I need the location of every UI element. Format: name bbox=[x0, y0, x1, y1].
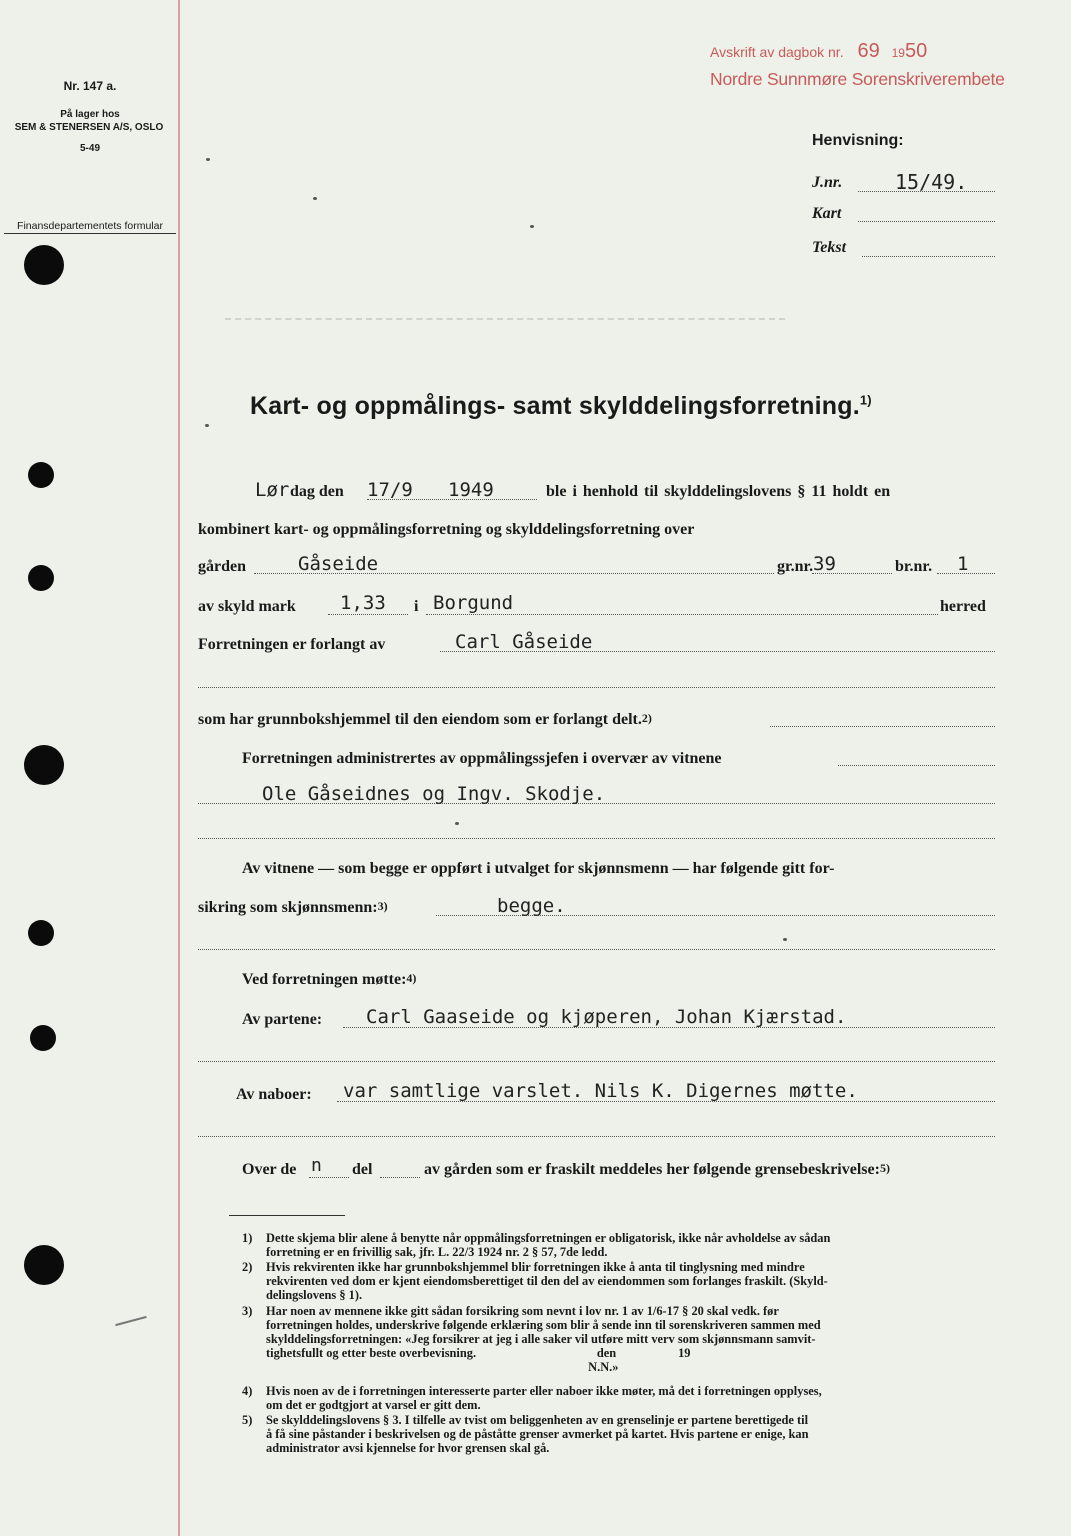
date-value: 17/9 bbox=[367, 479, 413, 501]
brnr-label: br.nr. bbox=[895, 558, 933, 575]
naboer-label: Av naboer: bbox=[236, 1086, 312, 1103]
ink-speck bbox=[206, 158, 210, 161]
over-sentence: av gården som er fraskilt meddeles her følgende grensebeskrivelse: bbox=[424, 1161, 880, 1178]
skyld-label: av skyld mark bbox=[198, 598, 296, 615]
tekst-label: Tekst bbox=[812, 239, 847, 256]
motte-text: Ved forretningen møtte: bbox=[242, 971, 407, 988]
stamp-line1 bbox=[710, 40, 927, 63]
footnote-number: 5) bbox=[242, 1413, 253, 1427]
ink-speck bbox=[313, 197, 317, 200]
brnr-value: 1 bbox=[957, 553, 969, 575]
ink-speck bbox=[530, 225, 534, 228]
punch-hole bbox=[24, 1245, 64, 1285]
forsikring-value: begge. bbox=[497, 895, 566, 917]
department: Finansdepartementets formular bbox=[4, 220, 176, 234]
punch-hole bbox=[24, 745, 64, 785]
stamp-prefix: Avskrift av dagbok nr. bbox=[710, 44, 844, 60]
blank-line2 bbox=[198, 838, 995, 839]
vitnene-sentence: sikring som skjønnsmenn: bbox=[198, 899, 378, 916]
stock-line: På lager hos bbox=[60, 109, 120, 120]
footnote-line: delingslovens § 1). bbox=[266, 1288, 363, 1302]
kart-label: Kart bbox=[812, 205, 842, 222]
footnote-3 bbox=[242, 1304, 1002, 1374]
title-text: Kart- og oppmålings- samt skylddelingsforretning. bbox=[250, 392, 860, 420]
admin-line bbox=[838, 765, 995, 766]
over-line2 bbox=[380, 1177, 420, 1178]
jnr-value: 15/49. bbox=[895, 170, 968, 194]
punch-hole bbox=[28, 920, 54, 946]
footnote-line: Hvis rekvirenten ikke har grunnbokshjemmel blir forretningen ikke å anta til tinglysning med mindre bbox=[266, 1260, 805, 1274]
herred-line bbox=[426, 614, 938, 615]
partene-value: Carl Gaaseide og kjøperen, Johan Kjærstad. bbox=[366, 1006, 847, 1028]
footnote-line: N.N.» bbox=[266, 1360, 619, 1374]
blank-line3 bbox=[198, 949, 995, 950]
over-rest bbox=[424, 1161, 890, 1179]
forlangt-label: Forretningen er forlangt av bbox=[198, 636, 386, 653]
footnote-line: forretningen holdes, underskrive følgende erklæring som blir å sende inn til sorenskriveren sammen med bbox=[266, 1318, 821, 1332]
punch-hole bbox=[28, 565, 54, 591]
footnote-line: forretning er en frivillig sak, jfr. L. 22/3 1924 nr. 2 § 57, 7de ledd. bbox=[266, 1245, 608, 1259]
kart-line bbox=[858, 221, 995, 222]
footnote-line: tighetsfullt og etter beste overbevisning. den 19 bbox=[266, 1346, 691, 1360]
margin-rule bbox=[178, 0, 180, 1536]
footnote-line: å få sine påstander i beskrivelsen og de påståtte grenser avmerket på kartet. Hvis partene er enige, kan bbox=[266, 1427, 809, 1441]
grunnbok-line bbox=[770, 726, 995, 727]
over-note: 5) bbox=[879, 1161, 890, 1175]
over-prefix: Over de bbox=[242, 1161, 297, 1178]
blank-line5 bbox=[198, 1136, 995, 1137]
footnote-4 bbox=[242, 1384, 1002, 1412]
form-number: Nr. 147 a. bbox=[63, 79, 117, 93]
over-del: del bbox=[352, 1161, 373, 1178]
footnote-line: rekvirenten ved dom er kjent eiendomsberettiget til den del av eiendommen som forlanges fraskilt. (Skyld- bbox=[266, 1274, 828, 1288]
herred-value: Borgund bbox=[433, 592, 514, 614]
punch-hole bbox=[28, 462, 54, 488]
grunnbok-sentence: som har grunnbokshjemmel til den eiendom som er forlangt delt. bbox=[198, 711, 642, 728]
sentence-line1: ble i henhold til skylddelingslovens § 11 holdt en bbox=[546, 483, 891, 500]
footnote-line: administrator avsi kjennelse for hvor grensen skal gå. bbox=[266, 1441, 550, 1455]
vitnene-line1: Av vitnene — som begge er oppført i utvalget for skjønnsmenn — har følgende gitt for- bbox=[242, 860, 835, 877]
tekst-line bbox=[862, 256, 995, 257]
vitner-value: Ole Gåseidnes og Ingv. Skodje. bbox=[262, 783, 606, 805]
skyld-line bbox=[328, 614, 408, 615]
footnote-line: om det er godtgjort at varsel er gitt dem. bbox=[266, 1398, 481, 1412]
stamp-year-prefix: 19 bbox=[891, 46, 905, 60]
ink-speck bbox=[783, 938, 787, 941]
garden-label: gården bbox=[198, 558, 246, 575]
vitnene-note: 3) bbox=[377, 899, 388, 913]
footnote-number: 4) bbox=[242, 1384, 253, 1398]
herred-label: herred bbox=[940, 598, 986, 615]
document-title bbox=[250, 392, 872, 421]
garden-value: Gåseide bbox=[298, 553, 379, 575]
pen-mark bbox=[115, 1316, 146, 1326]
i-label: i bbox=[414, 598, 419, 615]
naboer-value: var samtlige varslet. Nils K. Digernes møtte. bbox=[343, 1080, 858, 1102]
vitnene-line2 bbox=[198, 899, 388, 917]
weekday-print: dag den bbox=[290, 483, 344, 500]
reference-heading: Henvisning: bbox=[812, 132, 904, 149]
stamp-line2: Nordre Sunnmøre Sorenskriverembete bbox=[710, 69, 1005, 89]
footnote-number: 2) bbox=[242, 1260, 253, 1274]
blank-line4 bbox=[198, 1061, 995, 1062]
sentence-line2: kombinert kart- og oppmålingsforretning og skylddelingsforretning over bbox=[198, 521, 695, 538]
jnr-label: J.nr. bbox=[812, 174, 843, 191]
bleed-through-stroke bbox=[225, 318, 785, 323]
footnote-number: 1) bbox=[242, 1231, 253, 1245]
footnote-line: Dette skjema blir alene å benytte når oppmålingsforretningen er obligatorisk, ikke når avholdelse av sådan bbox=[266, 1231, 831, 1245]
grunnbok-text bbox=[198, 711, 652, 729]
ink-speck bbox=[205, 424, 209, 427]
footnote-line: Har noen av mennene ikke gitt sådan forsikring som nevnt i lov nr. 1 av 1/6-17 § 20 skal vedk. før bbox=[266, 1304, 779, 1318]
motte-label bbox=[242, 971, 416, 989]
blank-line bbox=[198, 687, 995, 688]
footnote-5 bbox=[242, 1413, 1002, 1455]
edition: 5-49 bbox=[79, 143, 100, 154]
forlangt-value: Carl Gåseide bbox=[455, 631, 593, 653]
grnr-value: 39 bbox=[813, 553, 836, 575]
footnote-line: skylddelingsforretningen: «Jeg forsikrer at jeg i alle saker vil utføre mitt verv som skjønnsmann samvit- bbox=[266, 1332, 816, 1346]
weekday-hand: Lør bbox=[255, 479, 290, 501]
stamp-year-suffix: 50 bbox=[904, 40, 928, 62]
printer-line: SEM & STENERSEN A/S, OSLO bbox=[14, 122, 164, 133]
over-hand: n bbox=[311, 1155, 322, 1176]
over-line1 bbox=[309, 1177, 349, 1178]
year-value: 1949 bbox=[448, 479, 494, 501]
admin-text: Forretningen administrertes av oppmålingssjefen i overvær av vitnene bbox=[242, 750, 722, 767]
footnote-rule bbox=[229, 1215, 345, 1216]
footnote-number: 3) bbox=[242, 1304, 253, 1318]
footnote-line: Hvis noen av de i forretningen interesserte parter eller naboer ikke møter, må det i forretningen opplyses, bbox=[266, 1384, 822, 1398]
partene-label: Av partene: bbox=[242, 1011, 323, 1028]
stamp-dagbok-nr: 69 bbox=[857, 40, 880, 62]
ink-speck bbox=[455, 822, 459, 825]
skyld-value: 1,33 bbox=[340, 592, 386, 614]
punch-hole bbox=[30, 1025, 56, 1051]
punch-hole bbox=[24, 245, 64, 285]
footnote-line: Se skylddelingslovens § 3. I tilfelle av tvist om beliggenheten av en grenselinje er partene berettigede til bbox=[266, 1413, 809, 1427]
title-note: 1) bbox=[859, 392, 872, 408]
footnote-2 bbox=[242, 1260, 1002, 1302]
motte-note: 4) bbox=[406, 971, 417, 985]
footnote-1 bbox=[242, 1231, 1002, 1259]
grnr-label: gr.nr. bbox=[777, 558, 814, 575]
grunnbok-note: 2) bbox=[641, 711, 652, 725]
